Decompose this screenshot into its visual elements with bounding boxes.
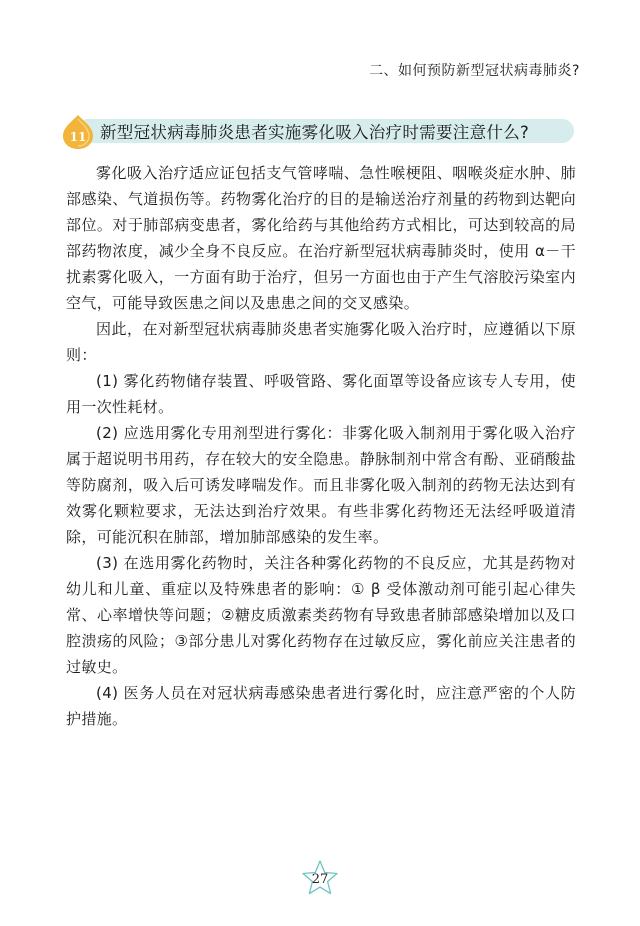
page-number: 27 (311, 871, 329, 887)
paragraph-4: (2) 应选用雾化专用剂型进行雾化：非雾化吸入制剂用于雾化吸入治疗属于超说明书用药，存在较大的安全隐患。静脉制剂中常含有酚、亚硝酸盐等防腐剂，吸入后可诱发哮喘发作。而且非雾化吸入制剂的药物无法达到有效雾化颗粒要求，无法达到治疗效果。有些非雾化药物还无法经呼吸道清除，可能沉积在肺部，增加肺部感染的发生率。 (66, 424, 576, 546)
paragraph-3: (1) 雾化药物储存装置、呼吸管路、雾化面罩等设备应该专人专用，使用一次性耗材。 (66, 372, 576, 416)
paragraph-5: (3) 在选用雾化药物时，关注各种雾化药物的不良反应，尤其是药物对幼儿和儿童、重症以及特殊患者的影响：① β 受体激动剂可能引起心律失常、心率增快等问题；②糖皮质激素类药物有导致患者肺部感染增加以及口腔溃疡的风险；③部分患儿对雾化药物存在过敏反应，雾化前应关注患者的过敏史。 (66, 554, 576, 676)
paragraph-6: (4) 医务人员在对冠状病毒感染患者进行雾化时，应注意严密的个人防护措施。 (66, 684, 576, 728)
question-number-badge-icon (60, 113, 96, 151)
paragraph-1: 雾化吸入治疗适应证包括支气管哮喘、急性喉梗阻、咽喉炎症水肿、肺部感染、气道损伤等。药物雾化治疗的目的是输送治疗剂量的药物到达靶向部位。对于肺部病变患者，雾化给药与其他给药方式相比，可达到较高的局部药物浓度，减少全身不良反应。在治疗新型冠状病毒肺炎时，使用 α－干扰素雾化吸入，一方面有助于治疗，但另一方面也由于产生气溶胶污染室内空气，可能导致医患之间以及患患之间的交叉感染。 (66, 164, 576, 312)
answer-body (66, 160, 576, 732)
question-heading (60, 117, 574, 145)
page-number-badge (300, 859, 340, 899)
question-number: 11 (69, 130, 87, 144)
question-title: 新型冠状病毒肺炎患者实施雾化吸入治疗时需要注意什么? (100, 123, 530, 142)
section-header: 二、如何预防新型冠状病毒肺炎? (369, 63, 580, 79)
paragraph-2: 因此，在对新型冠状病毒肺炎患者实施雾化吸入治疗时，应遵循以下原则： (66, 320, 576, 364)
